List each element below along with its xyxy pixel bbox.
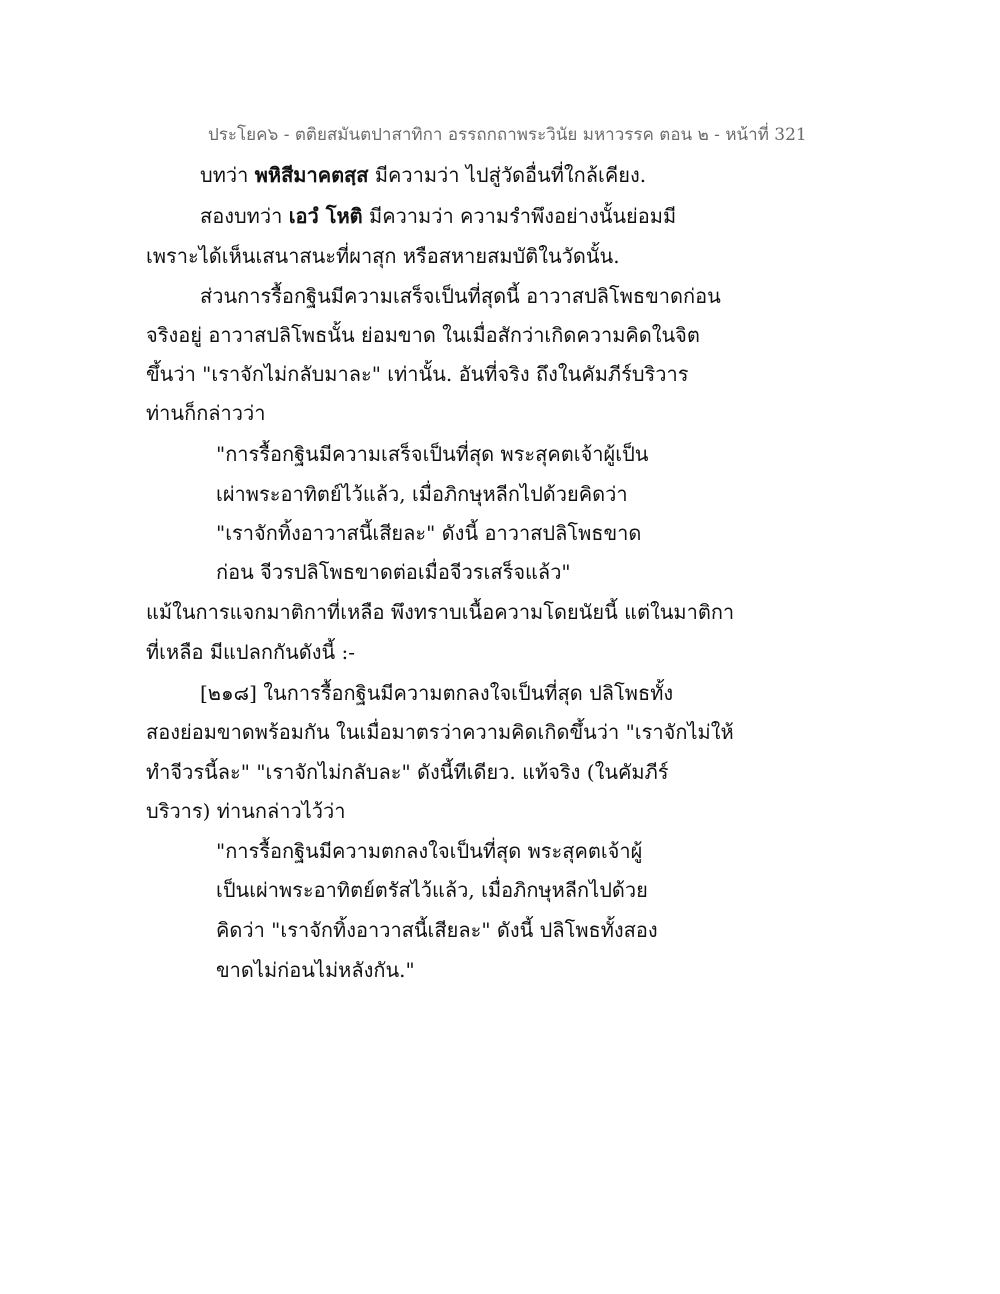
paragraph-5-line-4: บริวาร) ท่านกล่าวไว้ว่า (146, 799, 346, 823)
p2-prefix: สองบทว่า (200, 204, 289, 228)
quote-2-line-3: คิดว่า "เราจักทิ้งอาวาสนี้เสียละ" ดังนี้ ปลิโพธทั้งสอง (216, 918, 658, 942)
paragraph-1-line-1 (200, 160, 646, 190)
quote-1-line-3: "เราจักทิ้งอาวาสนี้เสียละ" ดังนี้ อาวาสปลิโพธขาด (216, 521, 642, 545)
paragraph-5-line-2: สองย่อมขาดพร้อมกัน ในเมื่อมาตรว่าความคิดเกิดขึ้นว่า "เราจักไม่ให้ (146, 720, 734, 744)
quote-2-line-1: "การรื้อกฐินมีความตกลงใจเป็นที่สุด พระสุคตเจ้าผู้ (216, 839, 643, 863)
quote-1-line-1: "การรื้อกฐินมีความเสร็จเป็นที่สุด พระสุคตเจ้าผู้เป็น (216, 442, 649, 466)
paragraph-5-line-3: ทำจีวรนี้ละ" "เราจักไม่กลับละ" ดังนี้ทีเดียว. แท้จริง (ในคัมภีร์ (146, 760, 669, 784)
paragraph-2-line-2: เพราะได้เห็นเสนาสนะที่ผาสุก หรือสหายสมบัติในวัดนั้น. (146, 244, 620, 268)
p1-suffix: มีความว่า ไปสู่วัดอื่นที่ใกล้เคียง. (368, 163, 647, 187)
paragraph-4-line-2: ที่เหลือ มีแปลกกันดังนี้ :- (146, 640, 356, 664)
paragraph-2-line-1 (200, 201, 676, 231)
p2-bold-term: เอวํ โหติ (288, 204, 363, 228)
paragraph-3-line-3: ขึ้นว่า "เราจักไม่กลับมาละ" เท่านั้น. อันที่จริง ถึงในคัมภีร์บริวาร (146, 362, 689, 386)
paragraph-3-line-4: ท่านก็กล่าวว่า (146, 401, 266, 425)
quote-1-line-4: ก่อน จีวรปลิโพธขาดต่อเมื่อจีวรเสร็จแล้ว" (216, 560, 571, 584)
page-header: ประโยค๖ - ตติยสมันตปาสาทิกา อรรถกถาพระวินัย มหาวรรค ตอน ๒ - หน้าที่ 321 (208, 125, 807, 145)
paragraph-3-line-2: จริงอยู่ อาวาสปลิโพธนั้น ย่อมขาด ในเมื่อสักว่าเกิดความคิดในจิต (146, 323, 700, 347)
paragraph-5-line-1: [๒๑๘] ในการรื้อกฐินมีความตกลงใจเป็นที่สุด ปลิโพธทั้ง (200, 681, 674, 705)
quote-2-line-2: เป็นเผ่าพระอาทิตย์ตรัสไว้แล้ว, เมื่อภิกษุหลีกไปด้วย (216, 878, 648, 902)
quote-2-line-4: ขาดไม่ก่อนไม่หลังกัน." (216, 958, 415, 982)
paragraph-4-line-1: แม้ในการแจกมาติกาที่เหลือ พึงทราบเนื้อความโดยนัยนี้ แต่ในมาติกา (146, 600, 735, 624)
quote-1-line-2: เผ่าพระอาทิตย์ไว้แล้ว, เมื่อภิกษุหลีกไปด้วยคิดว่า (216, 482, 628, 506)
p2-suffix: มีความว่า ความรำพึงอย่างนั้นย่อมมี (362, 204, 677, 228)
p1-bold-term: พหิสีมาคตสฺส (254, 163, 369, 187)
p1-prefix: บทว่า (200, 163, 255, 187)
paragraph-3-line-1: ส่วนการรื้อกฐินมีความเสร็จเป็นที่สุดนี้ อาวาสปลิโพธขาดก่อน (200, 284, 721, 308)
